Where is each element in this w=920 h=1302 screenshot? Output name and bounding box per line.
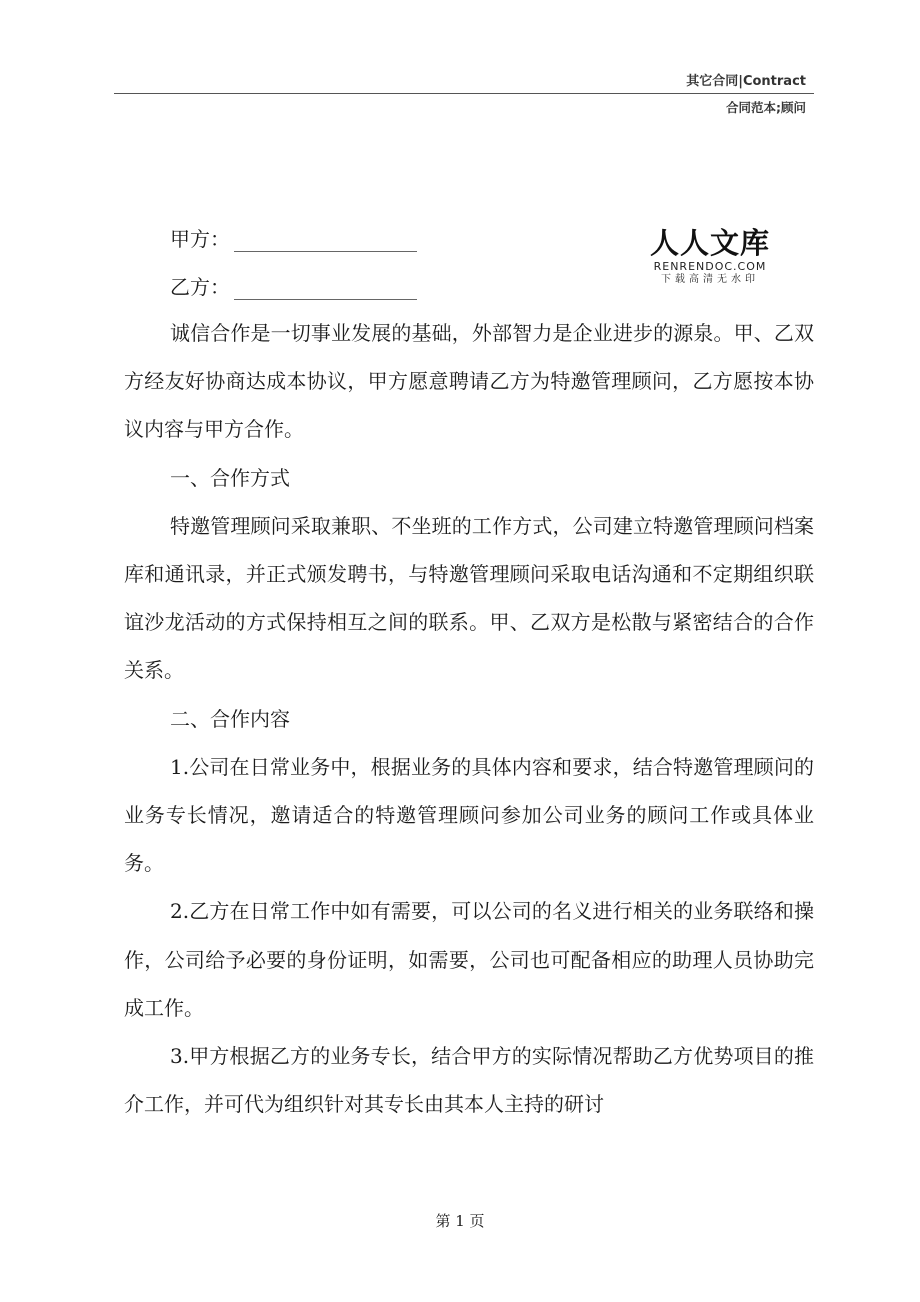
section-heading-cooperation-content: 二、合作内容: [170, 706, 290, 731]
paragraph-item-2: 2.乙方在日常工作中如有需要，可以公司的名义进行相关的业务联络和操作，公司给予必要的身份证明，如需要，公司也可配备相应的助理人员协助完成工作。: [124, 899, 814, 1020]
logo-domain-text: RENRENDOC.COM: [653, 260, 767, 273]
logo-tagline-text: 下载高清无水印: [661, 274, 759, 285]
party-a-label: 甲方：: [170, 227, 230, 251]
party-b-row: [170, 271, 417, 300]
party-b-label: 乙方：: [170, 275, 230, 299]
paragraph-cooperation-mode: 特邀管理顾问采取兼职、不坐班的工作方式，公司建立特邀管理顾问档案库和通讯录，并正式颁发聘书，与特邀管理顾问采取电话沟通和不定期组织联谊沙龙活动的方式保持相互之间的联系。甲、乙双方是松散与紧密结合的合作关系。: [124, 513, 814, 683]
party-b-blank: [234, 277, 417, 300]
paragraph-item-3: 3.甲方根据乙方的业务专长，结合甲方的实际情况帮助乙方优势项目的推介工作，并可代为组织针对其专长由其本人主持的研讨: [124, 1044, 814, 1117]
contract-body: [124, 309, 814, 1128]
header-divider: [114, 93, 814, 94]
paragraph-intro: 诚信合作是一切事业发展的基础，外部智力是企业进步的源泉。甲、乙双方经友好协商达成本协议，甲方愿意聘请乙方为特邀管理顾问，乙方愿按本协议内容与甲方合作。: [124, 321, 814, 442]
page-number: 第 1 页: [435, 1212, 485, 1230]
section-heading-cooperation-mode: 一、合作方式: [170, 465, 290, 490]
watermark-logo: [645, 226, 775, 286]
header-subtitle: 合同范本;顾问: [726, 100, 806, 115]
paragraph-item-1: 1.公司在日常业务中，根据业务的具体内容和要求，结合特邀管理顾问的业务专长情况，邀请适合的特邀管理顾问参加公司业务的顾问工作或具体业务。: [124, 754, 814, 876]
logo-main-text: 人人文库: [649, 226, 770, 260]
header-category: 其它合同|Contract: [686, 74, 806, 89]
party-a-blank: [234, 229, 417, 252]
party-a-row: [170, 223, 417, 252]
